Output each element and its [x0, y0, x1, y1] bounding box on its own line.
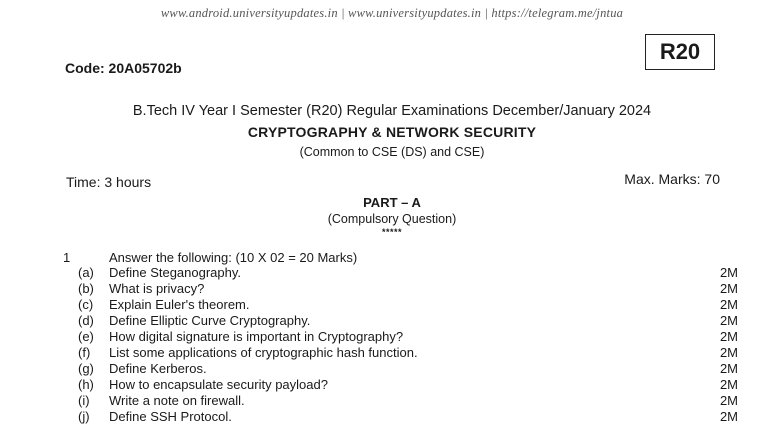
sub-question-marks: 2M [719, 297, 738, 312]
sub-question-label: (b) [78, 281, 94, 296]
sub-question [0, 313, 784, 329]
part-subtitle: (Compulsory Question) [327, 212, 457, 226]
sub-question-text: Explain Euler's theorem. [109, 297, 250, 312]
sub-question-marks: 2M [719, 361, 738, 376]
sub-question-label: (e) [78, 329, 94, 344]
sub-question [0, 329, 784, 345]
common-branches: (Common to CSE (DS) and CSE) [299, 145, 485, 159]
exam-title: B.Tech IV Year I Semester (R20) Regular Examinations December/January 2024 [132, 103, 652, 119]
sub-question-marks: 2M [719, 265, 738, 280]
watermark-header: www.android.universityupdates.in | www.universityupdates.in | https://telegram.me/jntua [160, 6, 624, 20]
sub-question-label: (a) [78, 265, 94, 280]
sub-question-text: Define Steganography. [109, 265, 242, 280]
sub-question-label: (g) [78, 361, 94, 376]
sub-question [0, 345, 784, 361]
sub-question [0, 377, 784, 393]
sub-question-text: Define Kerberos. [109, 361, 207, 376]
sub-question-label: (f) [78, 345, 91, 360]
question-number: 1 [63, 250, 71, 265]
sub-question [0, 409, 784, 425]
sub-question-marks: 2M [719, 281, 738, 296]
sub-question-marks: 2M [719, 345, 738, 360]
sub-question-marks: 2M [719, 377, 738, 392]
sub-question-text: Define Elliptic Curve Cryptography. [109, 313, 311, 328]
max-marks: Max. Marks: 70 [624, 171, 720, 187]
sub-question-text: What is privacy? [109, 281, 205, 296]
sub-question-marks: 2M [719, 329, 738, 344]
sub-question-label: (c) [78, 297, 94, 312]
sub-question-text: List some applications of cryptographic hash function. [109, 345, 418, 360]
sub-question [0, 265, 784, 281]
sub-question-marks: 2M [719, 313, 738, 328]
exam-time: Time: 3 hours [66, 174, 152, 190]
sub-question-label: (h) [78, 377, 94, 392]
sub-question [0, 281, 784, 297]
subject-name: CRYPTOGRAPHY & NETWORK SECURITY [247, 124, 537, 140]
regulation-badge: R20 [645, 34, 715, 70]
sub-question-label: (j) [78, 409, 90, 424]
sub-question-text: How to encapsulate security payload? [109, 377, 328, 392]
part-title: PART – A [363, 195, 421, 210]
sub-question [0, 361, 784, 377]
sub-question [0, 297, 784, 313]
subject-code: Code: 20A05702b [65, 60, 182, 76]
sub-question-text: Define SSH Protocol. [109, 409, 232, 424]
sub-question-marks: 2M [719, 409, 738, 424]
question-text: Answer the following: (10 X 02 = 20 Marks) [109, 250, 358, 265]
sub-question-label: (i) [78, 393, 90, 408]
sub-question-text: How digital signature is important in Cryptography? [109, 329, 404, 344]
sub-question [0, 393, 784, 409]
separator-stars: ***** [381, 227, 402, 237]
sub-question-label: (d) [78, 313, 94, 328]
sub-question-text: Write a note on firewall. [109, 393, 245, 408]
sub-question-marks: 2M [719, 393, 738, 408]
